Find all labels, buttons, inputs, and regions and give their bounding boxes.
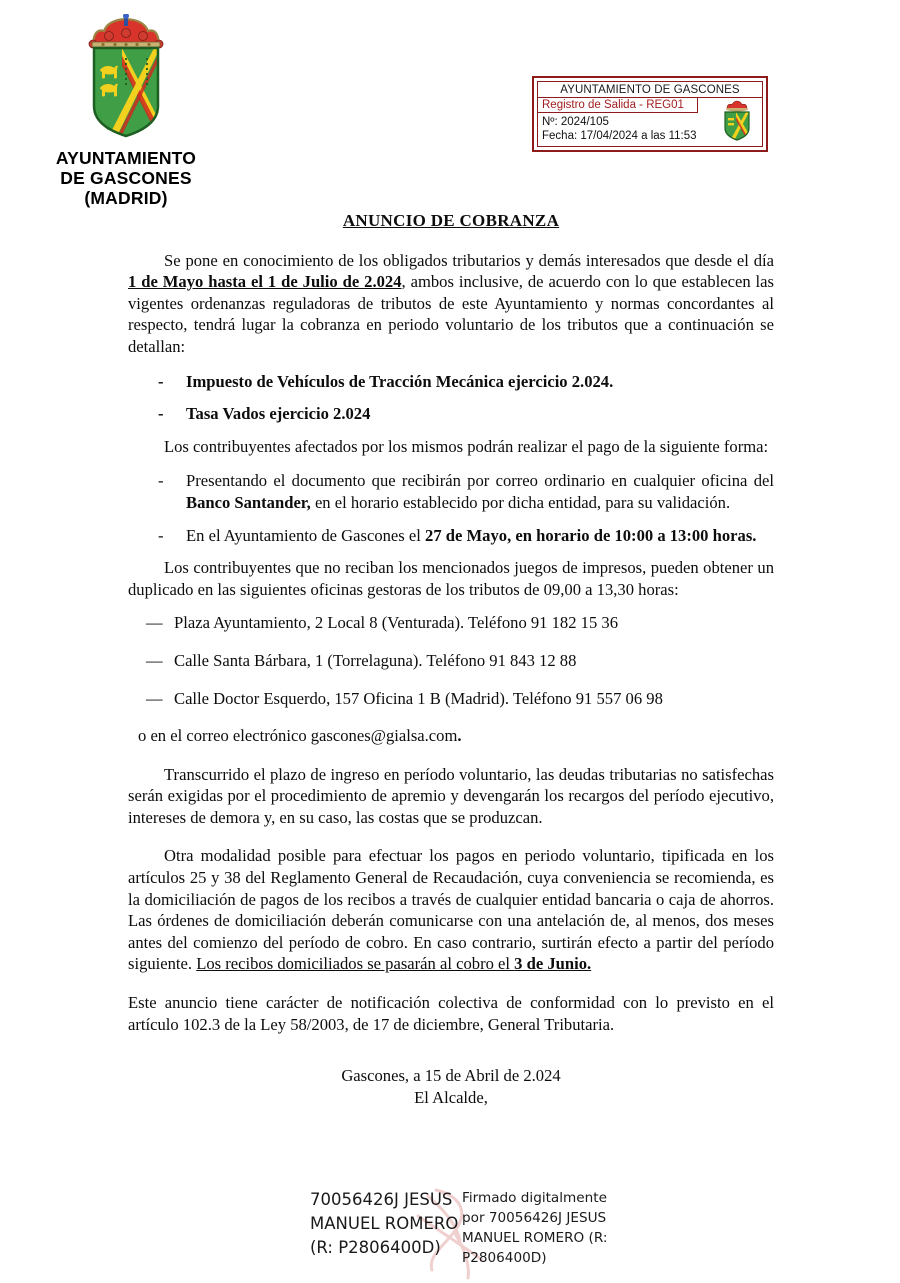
closing-place-date: Gascones, a 15 de Abril de 2.024 <box>341 1066 561 1086</box>
duplicate-intro-paragraph: Los contribuyentes que no reciban los mencionados juegos de impresos, pueden obtener un duplicado en las siguientes oficinas gestoras de los tributos de 09,00 a 13,30 horas: <box>128 558 774 599</box>
stamp-coat-of-arms-icon <box>720 100 754 142</box>
intro-paragraph <box>128 250 774 358</box>
closing-block <box>128 1065 774 1109</box>
document-header <box>0 0 900 208</box>
stamp-details <box>538 113 698 146</box>
coat-of-arms-icon <box>78 14 174 142</box>
org-name-line-1: AYUNTAMIENTO <box>55 148 197 168</box>
signature-statement-line-3: MANUEL ROMERO (R: <box>462 1230 608 1246</box>
registry-stamp <box>532 76 768 152</box>
stamp-subtitle: Registro de Salida - REG01 <box>538 98 698 113</box>
list-item: - Impuesto de Vehículos de Tracción Mecánica ejercicio 2.024. <box>128 371 774 393</box>
registry-stamp-inner <box>537 81 763 147</box>
signature-statement <box>462 1188 632 1268</box>
closing-role: El Alcalde, <box>414 1088 488 1108</box>
list-item: - Tasa Vados ejercicio 2.024 <box>128 403 774 425</box>
direct-debit-paragraph <box>128 845 774 975</box>
signature-statement-line-1: Firmado digitalmente <box>462 1190 607 1206</box>
signature-name-line-1: 70056426J JESUS <box>310 1190 453 1209</box>
deadline-paragraph: Transcurrido el plazo de ingreso en período voluntario, las deudas tributarias no satisfechas serán exigidas por el procedimiento de apremio y devengarán los recargos del período ejecutivo, intereses de demora y, en su caso, las costas que se produzcan. <box>128 764 774 827</box>
document-body <box>128 210 774 1109</box>
payment-method-1-part-1: Presentando el documento que recibirán por correo ordinario en cualquier oficina del <box>186 471 774 491</box>
direct-debit-underlined: Los recibos domiciliados se pasarán al cobro el <box>196 954 515 974</box>
list-item: — Calle Santa Bárbara, 1 (Torrelaguna). Teléfono 91 843 12 88 <box>128 650 774 672</box>
payment-methods-list <box>128 470 774 546</box>
email-line <box>138 725 774 747</box>
signature-name-line-3: (R: P2806400D) <box>310 1238 441 1257</box>
tributes-list <box>128 371 774 425</box>
payment-method-1-part-2: en el horario establecido por dicha entidad, para su validación. <box>310 492 731 512</box>
intro-period-highlight: 1 de Mayo hasta el 1 de Julio de 2.024 <box>128 272 402 292</box>
signature-statement-line-4: P2806400D) <box>462 1250 547 1266</box>
list-item: — Calle Doctor Esquerdo, 157 Oficina 1 B (Madrid). Teléfono 91 557 06 98 <box>128 688 774 710</box>
stamp-title: AYUNTAMIENTO DE GASCONES <box>538 82 762 98</box>
org-name-line-2: DE GASCONES <box>60 168 192 188</box>
list-item <box>128 525 774 547</box>
direct-debit-date: 3 de Junio. <box>514 954 592 974</box>
signature-statement-line-2: por 70056426J JESUS <box>462 1210 607 1226</box>
intro-part-1: Se pone en conocimiento de los obligados tributarios y demás interesados que desde el día <box>164 250 774 270</box>
notice-paragraph: Este anuncio tiene carácter de notificación colectiva de conformidad con lo previsto en el artículo 102.3 de la Ley 58/2003, de 17 de diciembre, General Tributaria. <box>128 993 774 1034</box>
stamp-number: Nº: 2024/105 <box>542 116 609 128</box>
direct-debit-part-1: Otra modalidad posible para efectuar los pagos en periodo voluntario, tipificada en los artículos 25 y 38 del Reglamento General de Recaudación, cuya conveniencia se recomienda, es la domiciliación de pagos de los recibos a través de cualquier entidad bancaria o caja de ahorros. Las órdenes de domiciliación deberán comunicarse con una antelación de, al menos, dos meses antes del comienzo del período de cobro. En caso contrario, surtirán efecto a partir del período siguiente. <box>128 846 774 974</box>
page-title: ANUNCIO DE COBRANZA <box>342 211 560 230</box>
list-item <box>128 470 774 513</box>
intro-part-2: , ambos inclusive, de acuerdo con lo que establecen las vigentes ordenanzas reguladoras de tributos de este Ayuntamiento y normas concordantes al respecto, tendrá lugar la cobranza en periodo voluntario de los tributos que a continuación se detallan: <box>128 272 774 356</box>
payment-method-2-part-1: En el Ayuntamiento de Gascones el <box>186 525 426 545</box>
organization-name <box>26 148 226 208</box>
signature-name-line-2: MANUEL ROMERO <box>310 1214 459 1233</box>
payment-method-1-bank: Banco Santander, <box>186 492 311 512</box>
org-name-line-3: (MADRID) <box>84 188 168 208</box>
offices-list <box>128 612 774 709</box>
organization-identity <box>26 14 226 208</box>
list-item: — Plaza Ayuntamiento, 2 Local 8 (Venturada). Teléfono 91 182 15 36 <box>128 612 774 634</box>
payment-method-2-schedule: 27 de Mayo, en horario de 10:00 a 13:00 horas. <box>425 525 757 545</box>
email-text: o en el correo electrónico gascones@gialsa.com <box>138 726 458 746</box>
stamp-date: Fecha: 17/04/2024 a las 11:53 <box>542 130 697 142</box>
email-period: . <box>457 726 462 746</box>
payment-intro-paragraph: Los contribuyentes afectados por los mismos podrán realizar el pago de la siguiente forma: <box>164 436 769 456</box>
